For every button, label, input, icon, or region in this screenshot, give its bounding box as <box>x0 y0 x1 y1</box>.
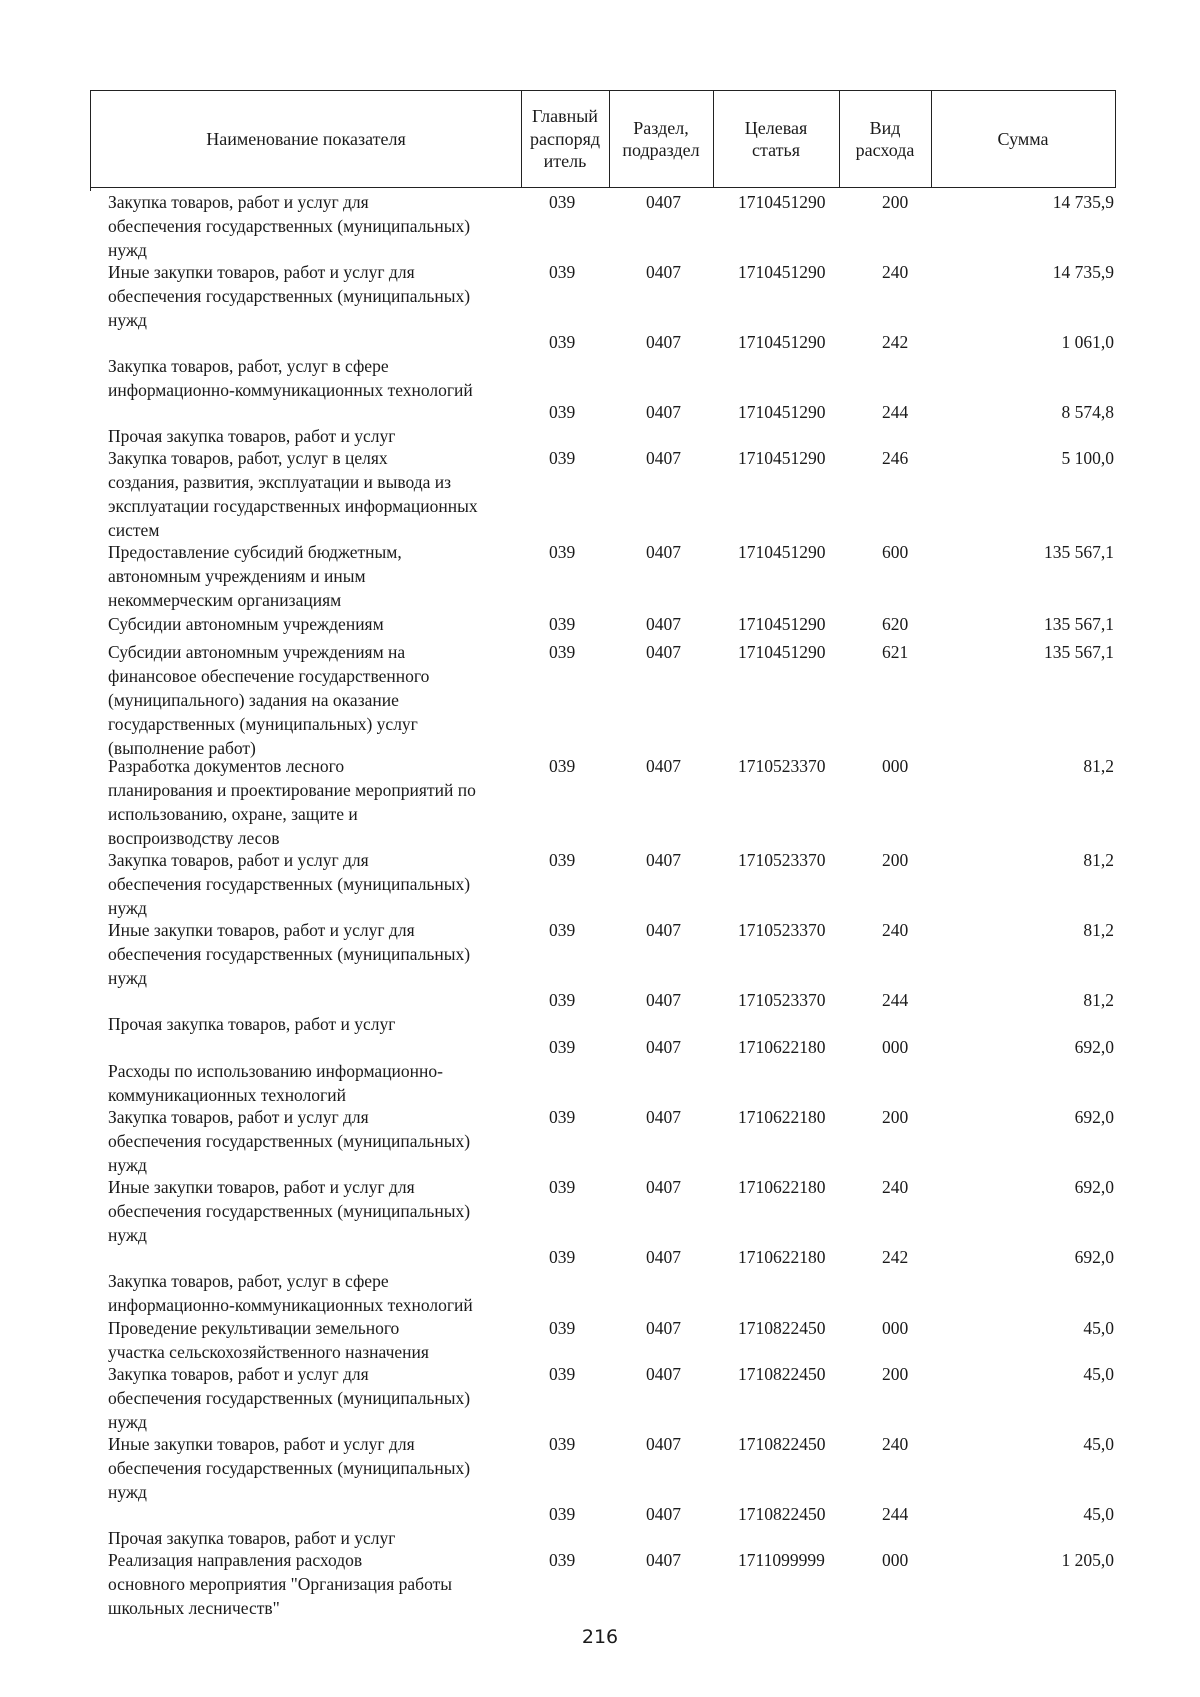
row-razdel: 0407 <box>646 1247 681 1267</box>
row-name: Иные закупки товаров, работ и услуг для обеспечения государственных (муниципальных) нужд <box>108 1434 471 1502</box>
row-name: Расходы по использованию информационно- коммуникационных технологий <box>108 1061 443 1105</box>
row-statya: 1710451290 <box>738 542 826 562</box>
table-left-border <box>90 188 91 191</box>
row-razdel: 0407 <box>646 850 681 870</box>
row-statya: 1710451290 <box>738 448 826 468</box>
row-name: Иные закупки товаров, работ и услуг для обеспечения государственных (муниципальных) нужд <box>108 920 471 988</box>
row-glava: 039 <box>549 1247 576 1267</box>
row-vid: 244 <box>882 402 909 422</box>
row-razdel: 0407 <box>646 192 681 212</box>
row-vid: 200 <box>882 192 909 212</box>
row-name: Иные закупки товаров, работ и услуг для обеспечения государственных (муниципальных) нужд <box>108 262 471 330</box>
row-vid: 000 <box>882 1550 909 1570</box>
row-summa: 45,0 <box>1083 1504 1114 1524</box>
row-name: Закупка товаров, работ, услуг в целях создания, развития, эксплуатации и вывода из эксплуатации государственных информационных систем <box>108 448 478 540</box>
row-glava: 039 <box>549 262 576 282</box>
row-summa: 45,0 <box>1083 1364 1114 1384</box>
row-razdel: 0407 <box>646 402 681 422</box>
row-name: Закупка товаров, работ, услуг в сфере информационно-коммуникационных технологий <box>108 1271 473 1315</box>
row-vid: 242 <box>882 1247 909 1267</box>
row-razdel: 0407 <box>646 1107 681 1127</box>
row-summa: 135 567,1 <box>1044 614 1114 634</box>
row-name: Предоставление субсидий бюджетным, автономным учреждениям и иным некоммерческим организациям <box>108 542 402 610</box>
row-summa: 692,0 <box>1074 1247 1114 1267</box>
row-name: Субсидии автономным учреждениям на финансовое обеспечение государственного (муниципального) задания на оказание государственных (муниципальных) услуг (выполнение работ) <box>108 642 430 758</box>
row-vid: 246 <box>882 448 909 468</box>
header-summa-text: Сумма <box>997 128 1049 149</box>
table-header <box>90 90 1116 188</box>
row-summa: 45,0 <box>1083 1434 1114 1454</box>
row-razdel: 0407 <box>646 332 681 352</box>
row-vid: 000 <box>882 756 909 776</box>
page-number: 216 <box>581 1626 619 1648</box>
row-vid: 200 <box>882 1364 909 1384</box>
row-vid: 242 <box>882 332 909 352</box>
row-statya: 1710622180 <box>738 1247 826 1267</box>
row-vid: 240 <box>882 1177 909 1197</box>
row-razdel: 0407 <box>646 614 681 634</box>
row-glava: 039 <box>549 1037 576 1057</box>
row-summa: 81,2 <box>1083 920 1114 940</box>
row-vid: 000 <box>882 1037 909 1057</box>
row-statya: 1710451290 <box>738 402 826 422</box>
row-razdel: 0407 <box>646 448 681 468</box>
row-vid: 244 <box>882 990 909 1010</box>
row-glava: 039 <box>549 332 576 352</box>
row-razdel: 0407 <box>646 1037 681 1057</box>
header-vid-text: Вид расхода <box>855 117 915 160</box>
header-razdel-text: Раздел, подраздел <box>622 117 700 160</box>
row-statya: 1710451290 <box>738 332 826 352</box>
row-summa: 81,2 <box>1083 756 1114 776</box>
row-statya: 1710523370 <box>738 990 826 1010</box>
row-glava: 039 <box>549 1318 576 1338</box>
row-summa: 45,0 <box>1083 1318 1114 1338</box>
row-glava: 039 <box>549 1107 576 1127</box>
row-name: Прочая закупка товаров, работ и услуг <box>108 1014 396 1034</box>
header-statya <box>713 91 839 187</box>
row-statya: 1710822450 <box>738 1504 826 1524</box>
row-vid: 244 <box>882 1504 909 1524</box>
row-vid: 600 <box>882 542 909 562</box>
row-statya: 1710451290 <box>738 192 826 212</box>
header-razdel <box>609 91 713 187</box>
row-summa: 81,2 <box>1083 850 1114 870</box>
row-glava: 039 <box>549 1364 576 1384</box>
header-statya-text: Целевая статья <box>744 117 808 160</box>
row-summa: 135 567,1 <box>1044 542 1114 562</box>
row-razdel: 0407 <box>646 1364 681 1384</box>
row-name: Закупка товаров, работ и услуг для обеспечения государственных (муниципальных) нужд <box>108 1364 471 1432</box>
row-summa: 8 574,8 <box>1061 402 1114 422</box>
row-statya: 1710523370 <box>738 920 826 940</box>
header-glava-text: Главный распоряд итель <box>529 106 601 172</box>
row-vid: 621 <box>882 642 909 662</box>
row-name: Прочая закупка товаров, работ и услуг <box>108 1528 396 1548</box>
row-statya: 1710523370 <box>738 850 826 870</box>
row-statya: 1710822450 <box>738 1318 826 1338</box>
header-name-text: Наименование показателя <box>206 128 406 149</box>
row-glava: 039 <box>549 192 576 212</box>
row-razdel: 0407 <box>646 1318 681 1338</box>
header-summa <box>931 91 1115 187</box>
row-glava: 039 <box>549 542 576 562</box>
row-razdel: 0407 <box>646 920 681 940</box>
row-vid: 200 <box>882 850 909 870</box>
row-summa: 5 100,0 <box>1061 448 1114 468</box>
row-summa: 1 205,0 <box>1061 1550 1114 1570</box>
row-glava: 039 <box>549 448 576 468</box>
row-glava: 039 <box>549 1177 576 1197</box>
row-glava: 039 <box>549 642 576 662</box>
row-razdel: 0407 <box>646 642 681 662</box>
row-razdel: 0407 <box>646 1177 681 1197</box>
row-glava: 039 <box>549 850 576 870</box>
row-statya: 1710523370 <box>738 756 826 776</box>
row-vid: 240 <box>882 262 909 282</box>
row-name: Закупка товаров, работ и услуг для обеспечения государственных (муниципальных) нужд <box>108 192 471 260</box>
row-summa: 692,0 <box>1074 1177 1114 1197</box>
row-statya: 1710451290 <box>738 642 826 662</box>
row-name: Разработка документов лесного планирования и проектирование мероприятий по использованию, охране, защите и воспроизводству лесов <box>108 756 476 848</box>
row-glava: 039 <box>549 756 576 776</box>
row-vid: 240 <box>882 920 909 940</box>
row-vid: 200 <box>882 1107 909 1127</box>
row-statya: 1711099999 <box>738 1550 825 1570</box>
row-razdel: 0407 <box>646 262 681 282</box>
row-razdel: 0407 <box>646 756 681 776</box>
row-name: Закупка товаров, работ и услуг для обеспечения государственных (муниципальных) нужд <box>108 850 471 918</box>
row-statya: 1710622180 <box>738 1107 826 1127</box>
row-glava: 039 <box>549 402 576 422</box>
row-razdel: 0407 <box>646 1504 681 1524</box>
row-statya: 1710451290 <box>738 262 826 282</box>
header-vid <box>839 91 931 187</box>
row-statya: 1710822450 <box>738 1364 826 1384</box>
row-razdel: 0407 <box>646 1434 681 1454</box>
row-glava: 039 <box>549 1434 576 1454</box>
row-glava: 039 <box>549 1504 576 1524</box>
row-summa: 1 061,0 <box>1061 332 1114 352</box>
row-name: Субсидии автономным учреждениям <box>108 614 384 634</box>
row-razdel: 0407 <box>646 1550 681 1570</box>
row-summa: 14 735,9 <box>1052 192 1114 212</box>
row-glava: 039 <box>549 990 576 1010</box>
row-name: Закупка товаров, работ, услуг в сфере информационно-коммуникационных технологий <box>108 356 473 400</box>
row-statya: 1710622180 <box>738 1037 826 1057</box>
row-name: Прочая закупка товаров, работ и услуг <box>108 426 396 446</box>
row-vid: 000 <box>882 1318 909 1338</box>
row-summa: 692,0 <box>1074 1037 1114 1057</box>
row-vid: 620 <box>882 614 909 634</box>
row-statya: 1710822450 <box>738 1434 826 1454</box>
row-statya: 1710451290 <box>738 614 826 634</box>
header-name <box>91 91 521 187</box>
row-summa: 81,2 <box>1083 990 1114 1010</box>
row-vid: 240 <box>882 1434 909 1454</box>
header-glava <box>521 91 609 187</box>
row-name: Закупка товаров, работ и услуг для обеспечения государственных (муниципальных) нужд <box>108 1107 471 1175</box>
row-summa: 135 567,1 <box>1044 642 1114 662</box>
row-razdel: 0407 <box>646 990 681 1010</box>
row-razdel: 0407 <box>646 542 681 562</box>
row-name: Проведение рекультивации земельного участка сельскохозяйственного назначения <box>108 1318 429 1362</box>
row-glava: 039 <box>549 1550 576 1570</box>
row-summa: 14 735,9 <box>1052 262 1114 282</box>
row-glava: 039 <box>549 614 576 634</box>
row-statya: 1710622180 <box>738 1177 826 1197</box>
row-name: Иные закупки товаров, работ и услуг для обеспечения государственных (муниципальных) нужд <box>108 1177 471 1245</box>
row-summa: 692,0 <box>1074 1107 1114 1127</box>
row-name: Реализация направления расходов основного мероприятия "Организация работы школьных лесничеств" <box>108 1550 453 1618</box>
row-glava: 039 <box>549 920 576 940</box>
